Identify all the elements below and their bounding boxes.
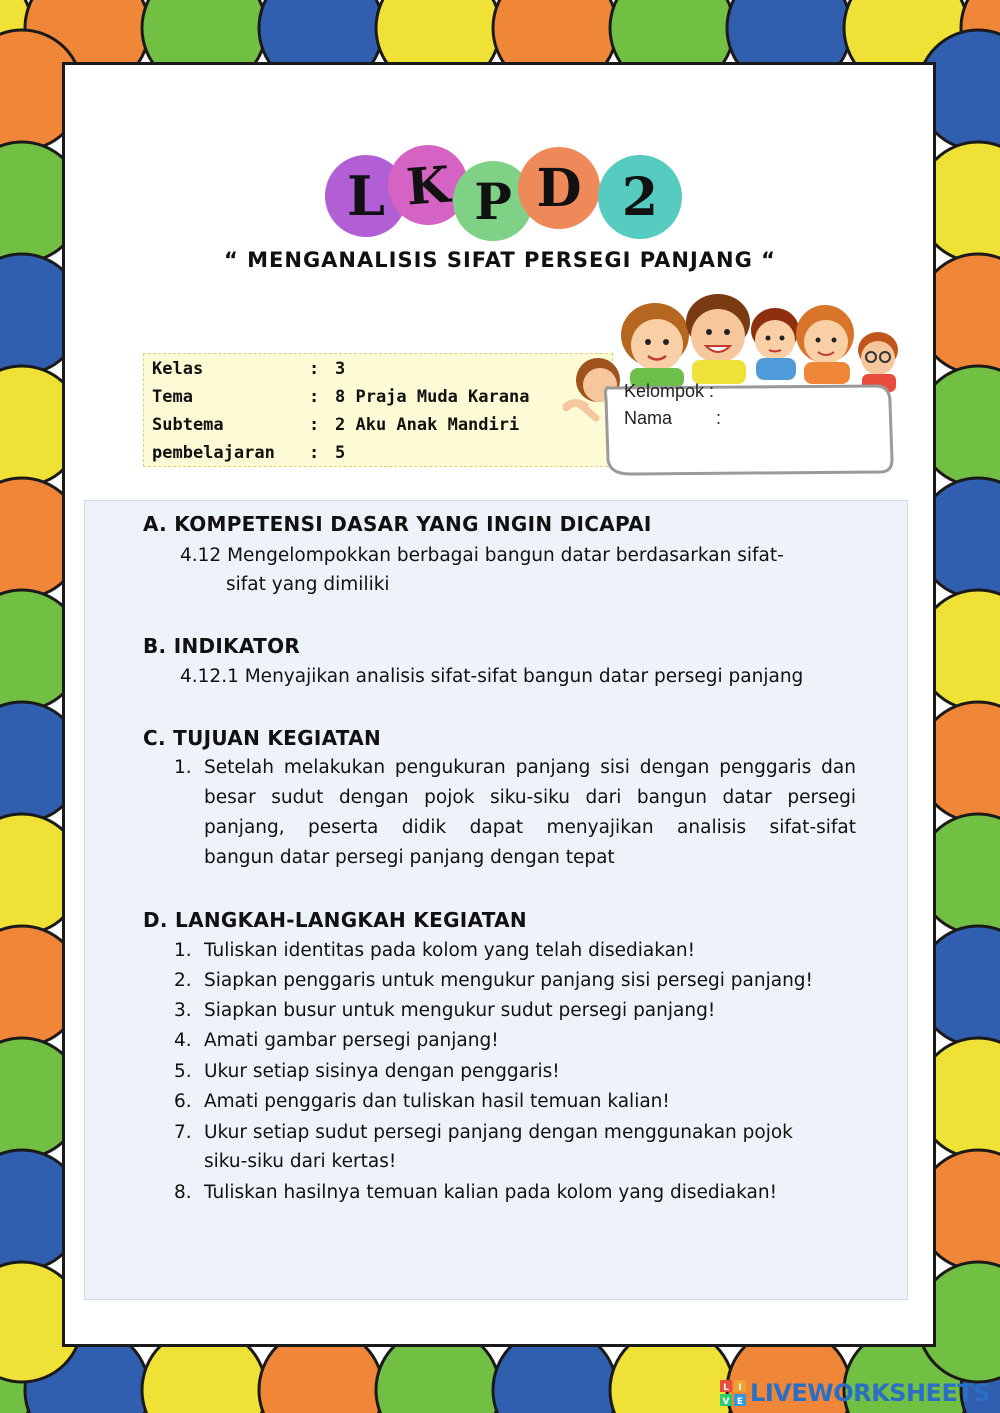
step-number: 7. [174,1122,192,1143]
step-number: 8. [174,1182,192,1203]
step-text: Siapkan penggaris untuk mengukur panjang sisi persegi panjang! [204,970,813,991]
badge-letter: V [722,1397,730,1406]
title-letter-k: K [385,142,470,227]
kids-illustration [560,290,900,490]
identity-sep: : [309,443,320,463]
content-panel [84,500,908,1300]
badge-letter: L [723,1383,729,1393]
identity-value: 3 [335,359,346,379]
identity-label: Subtema [152,415,224,435]
step-number: 3. [174,1000,192,1021]
step-text: Tuliskan hasilnya temuan kalian pada kolom yang disediakan! [204,1182,778,1203]
section-a-text-line2: sifat yang dimiliki [226,574,390,595]
section-c-line1: Setelah melakukan pengukuran panjang sisi dengan penggaris dan [204,757,856,778]
section-a-text-line1: 4.12 Mengelompokkan berbagai bangun datar berdasarkan sifat- [180,545,784,566]
kid-boy-glasses [858,332,898,392]
section-c-line2: besar sudut dengan pojok siku-siku dari bangun datar persegi [204,787,856,808]
section-a-heading: A. KOMPETENSI DASAR YANG INGIN DICAPAI [143,512,652,536]
step-text: Ukur setiap sudut persegi panjang dengan menggunakan pojok [204,1122,793,1143]
badge-letter: I [738,1383,742,1393]
step-number: 2. [174,970,192,991]
liveworksheets-badge-icon [720,1380,746,1406]
step-text: Amati penggaris dan tuliskan hasil temuan kalian! [204,1091,670,1112]
identity-value: 8 Praja Muda Karana [335,387,530,407]
step-number: 6. [174,1091,192,1112]
step-text-continued: siku-siku dari kertas! [204,1151,397,1172]
title-letter-l: L [325,155,407,237]
identity-table [143,353,613,467]
title-letter-p: P [453,161,533,241]
section-b-text: 4.12.1 Menyajikan analisis sifat-sifat bangun datar persegi panjang [180,666,804,687]
lkpd-title [325,145,685,245]
section-c-number: 1. [174,757,192,778]
worksheet-subtitle: “ MENGANALISIS SIFAT PERSEGI PANJANG “ [224,248,776,272]
kid-boy-center [686,294,750,384]
step-text: Siapkan busur untuk mengukur sudut persegi panjang! [204,1000,716,1021]
title-letter-2: 2 [598,155,682,239]
identity-sep: : [309,415,320,435]
identity-label: Kelas [152,359,204,379]
kid-boy-thinking [751,308,799,380]
section-c-line3: panjang, peserta didik dapat menyajikan analisis sifat-sifat [204,817,856,838]
nama-sep: : [716,408,722,428]
identity-label: Tema [152,387,193,407]
liveworksheets-text: LIVEWORKSHEETS [750,1379,990,1407]
liveworksheets-watermark [720,1379,990,1407]
step-number: 4. [174,1030,192,1051]
title-letter-d: D [518,147,600,229]
step-text: Tuliskan identitas pada kolom yang telah disediakan! [204,940,696,961]
kelompok-label: Kelompok : [624,381,715,401]
nama-label: Nama [624,408,673,428]
identity-sep: : [309,359,320,379]
kid-girl-right [796,305,854,384]
identity-value: 5 [335,443,346,463]
identity-label: pembelajaran [152,443,275,463]
section-d-heading: D. LANGKAH-LANGKAH KEGIATAN [143,908,527,932]
step-number: 1. [174,940,192,961]
step-text: Amati gambar persegi panjang! [204,1030,499,1051]
step-number: 5. [174,1061,192,1082]
kid-girl-left [621,303,689,388]
step-text: Ukur setiap sisinya dengan penggaris! [204,1061,560,1082]
section-c-line4: bangun datar persegi panjang dengan tepat [204,847,615,868]
section-b-heading: B. INDIKATOR [143,634,301,658]
identity-sep: : [309,387,320,407]
badge-letter: E [736,1397,744,1406]
section-c-heading: C. TUJUAN KEGIATAN [143,726,382,750]
identity-value: 2 Aku Anak Mandiri [335,415,520,435]
